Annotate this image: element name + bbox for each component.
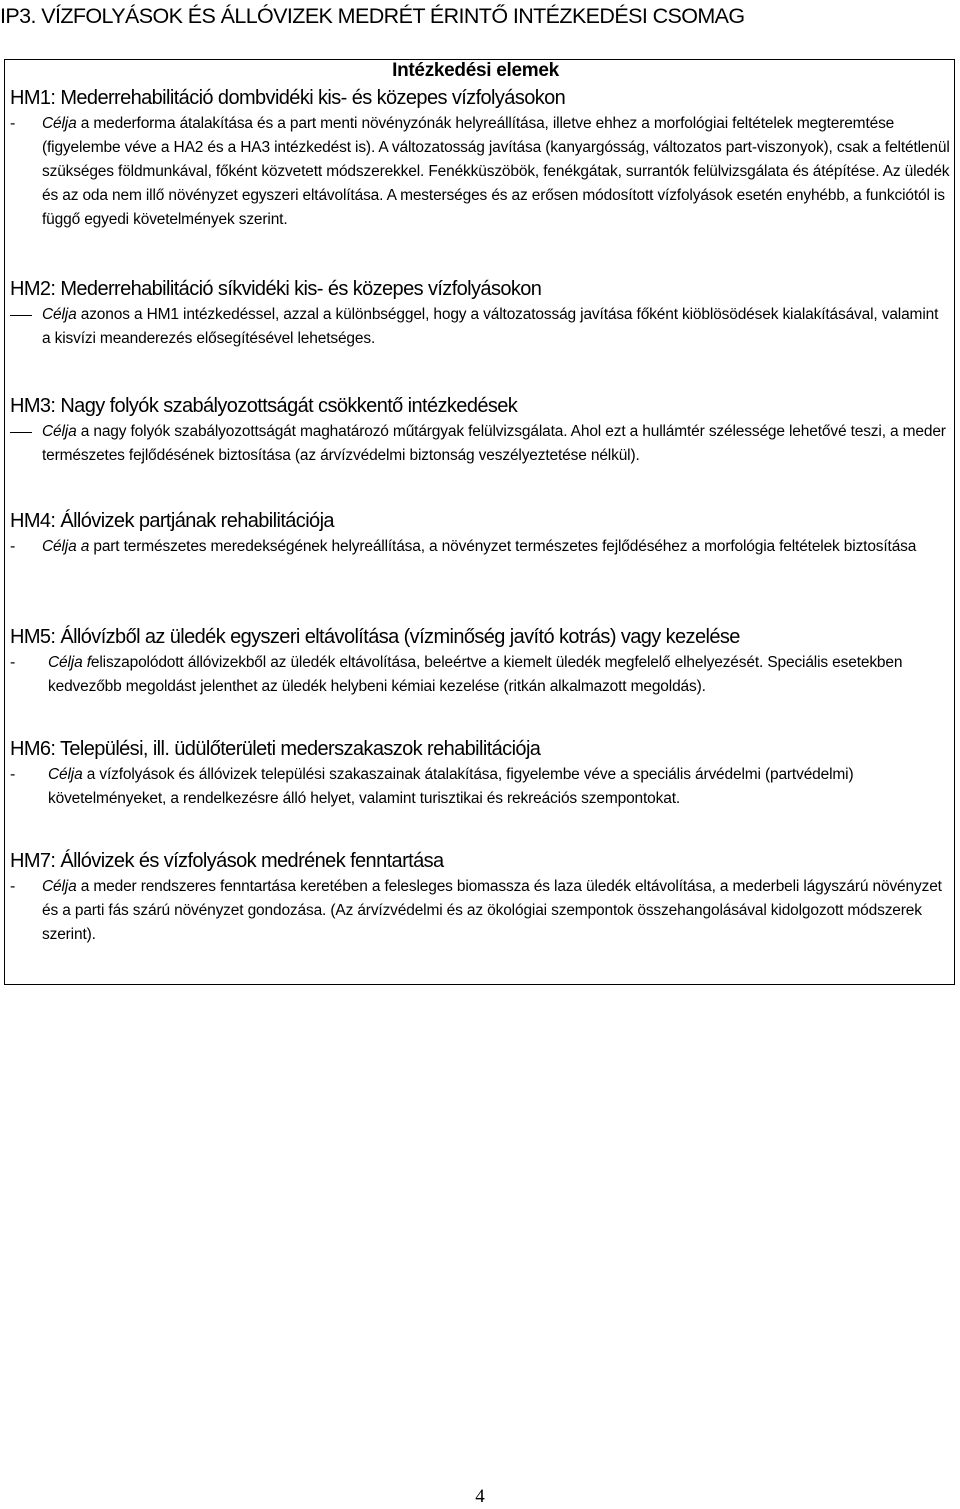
section-hm4: [10, 509, 950, 559]
bullet: [10, 420, 32, 444]
item-lead: Célja: [48, 766, 83, 783]
section-hm1: [10, 86, 950, 232]
box-heading: Intézkedési elemek: [392, 60, 559, 81]
item-lead: Célja a: [42, 538, 90, 555]
item-text: [48, 763, 950, 811]
item-text: [42, 420, 950, 468]
section-hm6: [10, 737, 950, 811]
item-text: [48, 651, 950, 699]
item-lead: Célja: [42, 878, 77, 895]
item-body: a mederforma átalakítása és a part menti növényzónák helyreállítása, illetve ehhez a morfológiai feltételek megteremtése (figyelembe véve a HA2 és a HA3 intézkedést is). A változatosság javítása (kanyargósság, változatos part-viszonyok), csak a feltétlenül szükséges földmunkával, főként közvetett módszerekkel. Fenékküszöbök, fenékgátak, surrantók felülvizsgálata és átépítése. Az üledék és az oda nem illő növényzet egyszeri eltávolítása. A mesterséges és az erősen módosított vízfolyások esetén enyhébb, a funkciótól is függő egyedi követelmények szerint.: [42, 115, 950, 228]
section-hm7: [10, 849, 950, 947]
list-item: [10, 420, 950, 468]
list-item: [10, 651, 950, 699]
item-lead: Célja: [42, 306, 77, 323]
item-body: a nagy folyók szabályozottságát maghatározó műtárgyak felülvizsgálata. Ahol ezt a hullámtér szélessége lehetővé teszi, a meder természetes fejlődésének biztosítása (az árvízvédelmi biztonság veszélyeztetése nélkül).: [42, 423, 946, 464]
item-lead: Célja: [42, 423, 77, 440]
page-number: 4: [475, 1486, 485, 1507]
list-item: [10, 535, 950, 559]
item-text: [42, 112, 950, 232]
item-body: eliszapolódott állóvizekből az üledék eltávolítása, beleértve a kiemelt üledék megfelelő elhelyezését. Speciális esetekben kedvezőbb megoldást jelenthet az üledék helybeni kémiai kezelése (ritkán alkalmazott megoldás).: [48, 654, 903, 695]
section-hm2: [10, 277, 950, 351]
item-text: [42, 535, 950, 559]
section-hm3: [10, 394, 950, 468]
bullet: -: [10, 538, 16, 555]
bullet: -: [10, 766, 16, 783]
item-lead: Célja f: [48, 654, 91, 671]
bullet: -: [10, 878, 16, 895]
section-title: HM7: Állóvizek és vízfolyások medrének fenntartása: [10, 850, 444, 872]
list-item: [10, 875, 950, 947]
list-item: [10, 112, 950, 232]
item-body: azonos a HM1 intézkedéssel, azzal a különbséggel, hogy a változatosság javítása főként kiöblösödések kialakításával, valamint a kisvízi meanderezés elősegítésével lehetséges.: [42, 306, 939, 347]
section-title: HM1: Mederrehabilitáció dombvidéki kis- és közepes vízfolyásokon: [10, 87, 566, 109]
section-title: HM4: Állóvizek partjának rehabilitációja: [10, 510, 334, 532]
section-title: HM5: Állóvízből az üledék egyszeri eltávolítása (vízminőség javító kotrás) vagy kezelése: [10, 626, 740, 648]
item-body: a vízfolyások és állóvizek települési szakaszainak átalakítása, figyelembe véve a speciális árvédelmi (partvédelmi) követelményeket, a rendelkezésre álló helyet, valamint turisztikai és rekreációs szempontokat.: [48, 766, 854, 807]
section-title: HM6: Települési, ill. üdülőterületi mederszakaszok rehabilitációja: [10, 738, 541, 760]
list-item: [10, 303, 950, 351]
item-lead: Célja: [42, 115, 77, 132]
item-body: part természetes meredekségének helyreállítása, a növényzet természetes fejlődéséhez a morfológia feltételek biztosítása: [89, 538, 917, 555]
page-title: IP3. VÍZFOLYÁSOK ÉS ÁLLÓVIZEK MEDRÉT ÉRINTŐ INTÉZKEDÉSI CSOMAG: [0, 4, 745, 28]
item-text: [42, 303, 950, 351]
item-text: [42, 875, 950, 947]
item-body: a meder rendszeres fenntartása keretében a felesleges biomassza és laza üledék eltávolítása, a mederbeli lágyszárú növényzet és a parti fás szárú növényzet gondozása. (Az árvízvédelmi és az ökológiai szempontok összehangolásával kidolgozott módszerek szerint).: [42, 878, 942, 943]
bullet: -: [10, 115, 16, 132]
section-hm5: [10, 625, 950, 699]
section-title: HM3: Nagy folyók szabályozottságát csökkentő intézkedések: [10, 395, 518, 417]
list-item: [10, 763, 950, 811]
bullet: -: [10, 654, 16, 671]
section-title: HM2: Mederrehabilitáció síkvidéki kis- és közepes vízfolyásokon: [10, 278, 542, 300]
bullet: [10, 303, 32, 327]
